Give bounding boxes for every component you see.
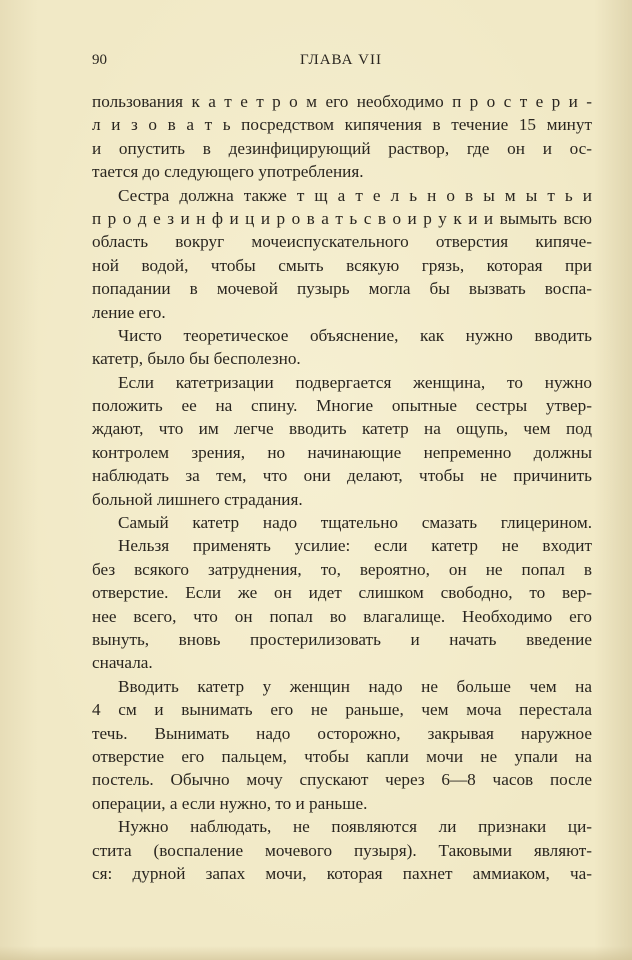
text-line: стита (воспаление мочевого пузыря). Таковыми являют- xyxy=(92,840,592,860)
text-line: Вводить катетр у женщин надо не больше чем на xyxy=(118,676,592,696)
text-line: ление его. xyxy=(92,302,166,322)
text-line: нее всего, что он попал во влагалище. Необходимо его xyxy=(92,606,592,626)
text-line: ной водой, чтобы смыть всякую грязь, которая при xyxy=(92,255,592,275)
text-line: Нужно наблюдать, не появляются ли признаки ци- xyxy=(118,817,592,837)
text-line: ся: дурной запах мочи, которая пахнет аммиаком, ча- xyxy=(92,863,592,883)
text-line: Если катетризации подвергается женщина, то нужно xyxy=(118,372,592,392)
page-bottom-edge xyxy=(0,946,632,960)
text-line: положить ее на спину. Многие опытные сестры утвер- xyxy=(92,396,592,416)
text-line: и опустить в дезинфицирующий раствор, где он и ос- xyxy=(92,138,592,158)
text-line: попадании в мочевой пузырь могла бы вызвать воспа- xyxy=(92,279,592,299)
text-line: Сестра должна также т щ а т е л ь н о в ы м ы т ь и xyxy=(118,185,592,205)
text-line: контролем зрения, но начинающие непременно должны xyxy=(92,442,592,462)
text-line: Самый катетр надо тщательно смазать глицерином. xyxy=(118,513,592,533)
text-line: катетр, было бы бесполезно. xyxy=(92,349,301,369)
text-line: Чисто теоретическое объяснение, как нужно вводить xyxy=(118,325,592,345)
text-line: область вокруг мочеиспускательного отверстия кипяче- xyxy=(92,232,592,252)
text-line: постель. Обычно мочу спускают через 6—8 часов после xyxy=(92,770,592,790)
text-line: отверстие. Если же он идет слишком свободно, то вер- xyxy=(92,583,592,603)
text-line: отверстие его пальцем, чтобы капли мочи не упали на xyxy=(92,746,592,766)
text-line: ждают, что им легче вводить катетр на ощупь, чем под xyxy=(92,419,592,439)
text-line: пользования к а т е т р о м его необходимо п р о с т е р и - xyxy=(92,92,592,111)
text-line: 4 см и вынимать его не раньше, чем моча перестала xyxy=(92,700,592,720)
text-line: л и з о в а т ь посредством кипячения в течение 15 минут xyxy=(92,115,592,135)
text-line: операции, а если нужно, то и раньше. xyxy=(92,793,368,813)
page-number: 90 xyxy=(92,52,107,68)
text-line: наблюдать за тем, что они делают, чтобы не причинить xyxy=(92,466,592,486)
text-line: больной лишнего страдания. xyxy=(92,489,303,509)
text-line: тается до следующего употребления. xyxy=(92,162,364,182)
text-line: без всякого затруднения, то, вероятно, он не попал в xyxy=(92,559,592,579)
text-line: сначала. xyxy=(92,653,153,673)
body-text xyxy=(92,90,592,885)
text-line: течь. Вынимать надо осторожно, закрывая наружное xyxy=(92,723,592,743)
text-line: п р о д е з и н ф и ц и р о в а т ь с в о и р у к и и вымыть всю xyxy=(92,208,592,228)
page-header xyxy=(92,52,590,72)
text-line: Нельзя применять усилие: если катетр не входит xyxy=(118,536,592,556)
chapter-title: ГЛАВА VII xyxy=(299,52,382,68)
text-line: вынуть, вновь простерилизовать и начать введение xyxy=(92,629,592,649)
